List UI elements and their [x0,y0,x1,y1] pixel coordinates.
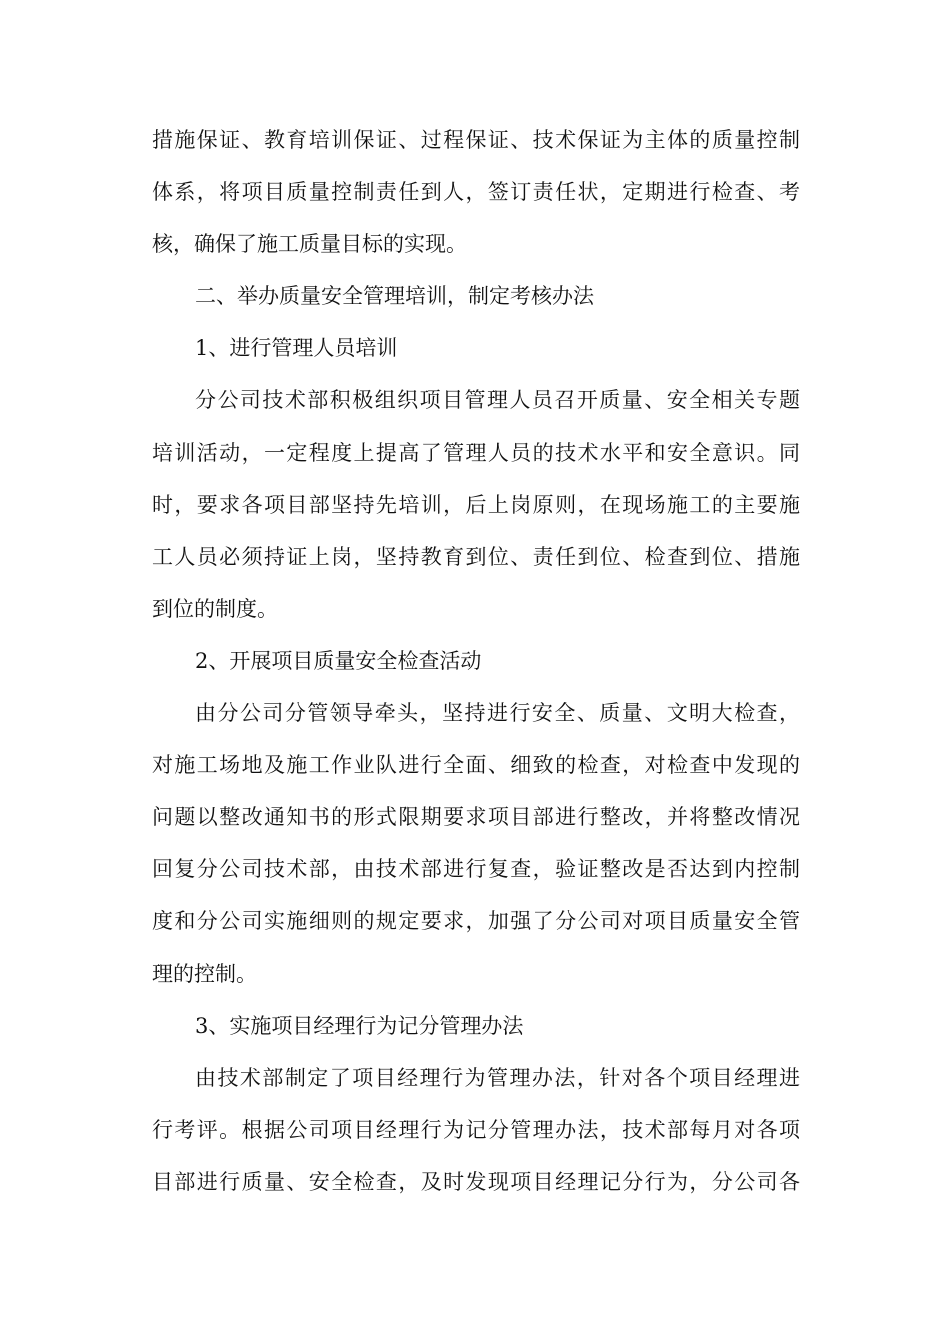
text-line: 措施保证、教育培训保证、过程保证、技术保证为主体的质量控制 [152,128,800,152]
text-line: 行考评。根据公司项目经理行为记分管理办法，技术部每月对各项 [152,1117,800,1142]
subsection-heading: 3、实施项目经理行为记分管理办法 [195,1013,524,1038]
text-line: 度和分公司实施细则的规定要求，加强了分公司对项目质量安全管 [152,909,800,934]
paragraph [152,1052,800,1208]
text-line: 到位的制度。 [152,596,278,621]
text-line: 理的控制。 [152,961,257,986]
text-line: 分公司技术部积极组织项目管理人员召开质量、安全相关专题 [195,388,800,413]
subsection-heading: 2、开展项目质量安全检查活动 [195,648,482,673]
text-line: 时，要求各项目部坚持先培训，后上岗原则，在现场施工的主要施 [152,492,800,517]
text-line: 培训活动，一定程度上提高了管理人员的技术水平和安全意识。同 [152,440,800,465]
paragraph [152,687,800,1000]
text-line: 体系，将项目质量控制责任到人，签订责任状，定期进行检查、考 [152,180,800,205]
document-body [152,114,800,1208]
text-line: 目部进行质量、安全检查，及时发现项目经理记分行为，分公司各 [152,1169,800,1194]
text-line: 回复分公司技术部，由技术部进行复查，验证整改是否达到内控制 [152,857,800,882]
paragraph [152,374,800,634]
text-line: 工人员必须持证上岗，坚持教育到位、责任到位、检查到位、措施 [152,544,800,569]
text-line: 核，确保了施工质量目标的实现。 [152,232,467,257]
text-line: 问题以整改通知书的形式限期要求项目部进行整改，并将整改情况 [152,805,800,830]
section-heading: 二、举办质量安全管理培训，制定考核办法 [195,284,594,309]
text-line: 由分公司分管领导牵头，坚持进行安全、质量、文明大检查， [195,701,800,726]
paragraph [152,114,800,270]
text-line: 对施工场地及施工作业队进行全面、细致的检查，对检查中发现的 [152,753,800,778]
subsection-heading: 1、进行管理人员培训 [195,336,398,361]
text-line: 由技术部制定了项目经理行为管理办法，针对各个项目经理进 [195,1065,800,1090]
